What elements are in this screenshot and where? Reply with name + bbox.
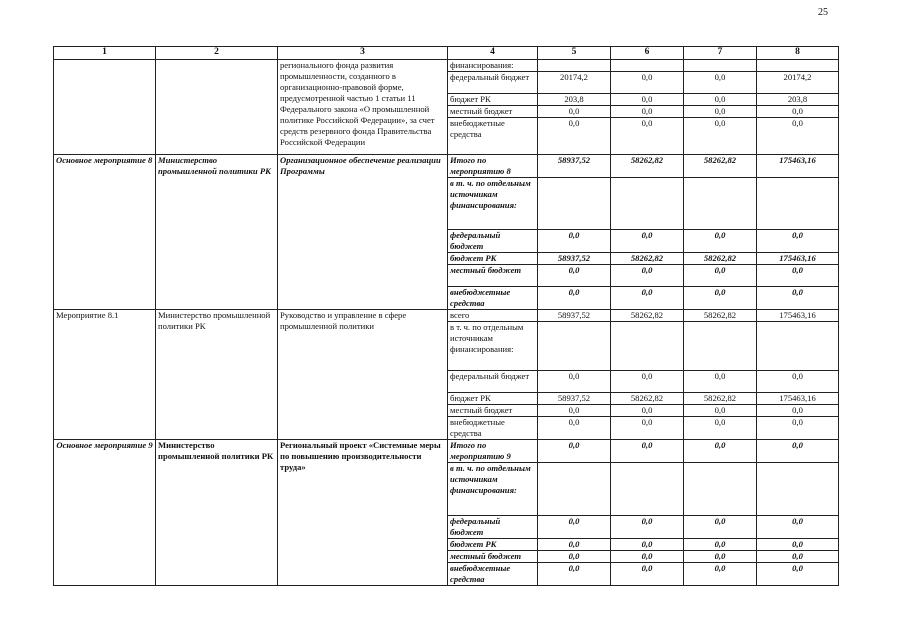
col-header: 8 bbox=[757, 47, 839, 60]
funding-source-cell: бюджет РК bbox=[448, 539, 538, 551]
amount-cell: 0,0 bbox=[757, 516, 839, 539]
amount-cell: 58937,52 bbox=[538, 253, 611, 265]
amount-cell bbox=[757, 463, 839, 516]
amount-cell: 175463,16 bbox=[757, 155, 839, 178]
amount-cell: 58937,52 bbox=[538, 310, 611, 322]
funding-source-cell: Итого по мероприятию 9 bbox=[448, 440, 538, 463]
funding-source-cell: местный бюджет bbox=[448, 551, 538, 563]
executor-cell: Министерство промышленной политики РК bbox=[156, 440, 278, 586]
amount-cell: 0,0 bbox=[611, 106, 684, 118]
description-cell: Руководство и управление в сфере промышленной политики bbox=[278, 310, 448, 440]
amount-cell: 0,0 bbox=[757, 417, 839, 440]
amount-cell: 58937,52 bbox=[538, 393, 611, 405]
amount-cell: 0,0 bbox=[611, 265, 684, 287]
funding-source-cell: в т. ч. по отдельным источникам финансирования: bbox=[448, 322, 538, 371]
amount-cell: 0,0 bbox=[538, 539, 611, 551]
amount-cell bbox=[611, 60, 684, 72]
amount-cell: 0,0 bbox=[684, 106, 757, 118]
amount-cell: 0,0 bbox=[538, 440, 611, 463]
amount-cell: 58937,52 bbox=[538, 155, 611, 178]
amount-cell: 0,0 bbox=[684, 230, 757, 253]
funding-source-cell: бюджет РК bbox=[448, 94, 538, 106]
event-name-cell: Основное мероприятие 9 bbox=[54, 440, 156, 586]
col-header: 1 bbox=[54, 47, 156, 60]
description-cell: Региональный проект «Системные меры по повышению производительности труда» bbox=[278, 440, 448, 586]
amount-cell: 0,0 bbox=[684, 551, 757, 563]
table-row bbox=[54, 310, 839, 322]
amount-cell bbox=[611, 322, 684, 371]
executor-cell: Министерство промышленной политики РК bbox=[156, 155, 278, 310]
description-cell: регионального фонда развития промышленности, созданного в организационно-правовой форме, предусмотренной частью 1 статьи 11 Федерального закона «О промышленной политике Российской Федерации», за счет средств резервного фонда Правительства Российской Федерации bbox=[278, 60, 448, 155]
amount-cell: 58262,82 bbox=[684, 155, 757, 178]
col-header: 2 bbox=[156, 47, 278, 60]
event-name-cell: Мероприятие 8.1 bbox=[54, 310, 156, 440]
amount-cell: 0,0 bbox=[684, 94, 757, 106]
event-name-cell: Основное мероприятие 8 bbox=[54, 155, 156, 310]
column-number-row bbox=[54, 47, 839, 60]
funding-source-cell: финансирования: bbox=[448, 60, 538, 72]
amount-cell: 0,0 bbox=[611, 118, 684, 155]
col-header: 4 bbox=[448, 47, 538, 60]
col-header: 3 bbox=[278, 47, 448, 60]
amount-cell bbox=[538, 60, 611, 72]
funding-source-cell: федеральный бюджет bbox=[448, 72, 538, 94]
amount-cell: 58262,82 bbox=[611, 310, 684, 322]
amount-cell: 0,0 bbox=[684, 539, 757, 551]
page-number: 25 bbox=[818, 7, 828, 18]
amount-cell: 0,0 bbox=[611, 539, 684, 551]
funding-source-cell: федеральный бюджет bbox=[448, 516, 538, 539]
amount-cell: 0,0 bbox=[611, 230, 684, 253]
amount-cell: 0,0 bbox=[538, 516, 611, 539]
funding-source-cell: местный бюджет bbox=[448, 106, 538, 118]
executor-cell bbox=[156, 60, 278, 155]
amount-cell: 0,0 bbox=[684, 516, 757, 539]
amount-cell: 175463,16 bbox=[757, 253, 839, 265]
col-header: 6 bbox=[611, 47, 684, 60]
amount-cell bbox=[611, 178, 684, 230]
table-row bbox=[54, 155, 839, 178]
amount-cell: 20174,2 bbox=[538, 72, 611, 94]
amount-cell: 0,0 bbox=[538, 405, 611, 417]
amount-cell: 0,0 bbox=[684, 440, 757, 463]
funding-source-cell: бюджет РК bbox=[448, 393, 538, 405]
amount-cell: 0,0 bbox=[538, 287, 611, 310]
col-header: 7 bbox=[684, 47, 757, 60]
table-row bbox=[54, 60, 839, 72]
amount-cell: 203,8 bbox=[757, 94, 839, 106]
amount-cell: 0,0 bbox=[757, 230, 839, 253]
amount-cell bbox=[757, 178, 839, 230]
amount-cell: 0,0 bbox=[684, 118, 757, 155]
amount-cell: 58262,82 bbox=[611, 253, 684, 265]
amount-cell: 0,0 bbox=[611, 287, 684, 310]
amount-cell: 0,0 bbox=[538, 106, 611, 118]
funding-source-cell: местный бюджет bbox=[448, 265, 538, 287]
amount-cell: 175463,16 bbox=[757, 393, 839, 405]
amount-cell: 58262,82 bbox=[684, 310, 757, 322]
amount-cell: 0,0 bbox=[611, 440, 684, 463]
amount-cell: 0,0 bbox=[538, 230, 611, 253]
funding-source-cell: внебюджетные средства bbox=[448, 417, 538, 440]
amount-cell: 0,0 bbox=[684, 417, 757, 440]
event-name-cell bbox=[54, 60, 156, 155]
amount-cell: 0,0 bbox=[684, 405, 757, 417]
amount-cell bbox=[538, 463, 611, 516]
table-row bbox=[54, 440, 839, 463]
amount-cell bbox=[684, 322, 757, 371]
funding-source-cell: внебюджетные средства bbox=[448, 287, 538, 310]
amount-cell: 0,0 bbox=[538, 371, 611, 393]
amount-cell bbox=[538, 178, 611, 230]
amount-cell: 0,0 bbox=[538, 563, 611, 586]
amount-cell: 0,0 bbox=[611, 72, 684, 94]
amount-cell: 0,0 bbox=[684, 287, 757, 310]
amount-cell: 0,0 bbox=[757, 440, 839, 463]
amount-cell bbox=[684, 60, 757, 72]
amount-cell: 0,0 bbox=[611, 417, 684, 440]
amount-cell bbox=[684, 178, 757, 230]
funding-source-cell: местный бюджет bbox=[448, 405, 538, 417]
amount-cell: 0,0 bbox=[611, 94, 684, 106]
amount-cell bbox=[757, 322, 839, 371]
amount-cell: 0,0 bbox=[611, 516, 684, 539]
amount-cell: 0,0 bbox=[684, 563, 757, 586]
funding-source-cell: федеральный бюджет bbox=[448, 230, 538, 253]
amount-cell: 58262,82 bbox=[611, 155, 684, 178]
funding-source-cell: внебюджетные средства bbox=[448, 118, 538, 155]
amount-cell: 0,0 bbox=[611, 563, 684, 586]
amount-cell: 0,0 bbox=[611, 551, 684, 563]
col-header: 5 bbox=[538, 47, 611, 60]
amount-cell: 0,0 bbox=[757, 265, 839, 287]
amount-cell: 0,0 bbox=[538, 551, 611, 563]
amount-cell: 0,0 bbox=[538, 265, 611, 287]
amount-cell: 203,8 bbox=[538, 94, 611, 106]
amount-cell bbox=[684, 463, 757, 516]
amount-cell: 58262,82 bbox=[684, 393, 757, 405]
amount-cell: 0,0 bbox=[757, 106, 839, 118]
amount-cell: 0,0 bbox=[684, 371, 757, 393]
funding-source-cell: внебюджетные средства bbox=[448, 563, 538, 586]
amount-cell bbox=[538, 322, 611, 371]
executor-cell: Министерство промышленной политики РК bbox=[156, 310, 278, 440]
amount-cell: 0,0 bbox=[611, 371, 684, 393]
amount-cell: 175463,16 bbox=[757, 310, 839, 322]
funding-source-cell: в т. ч. по отдельным источникам финансирования: bbox=[448, 178, 538, 230]
amount-cell: 58262,82 bbox=[684, 253, 757, 265]
amount-cell: 0,0 bbox=[538, 417, 611, 440]
description-cell: Организационное обеспечение реализации Программы bbox=[278, 155, 448, 310]
amount-cell: 0,0 bbox=[757, 551, 839, 563]
amount-cell: 0,0 bbox=[538, 118, 611, 155]
amount-cell: 20174,2 bbox=[757, 72, 839, 94]
amount-cell: 0,0 bbox=[757, 539, 839, 551]
amount-cell: 0,0 bbox=[684, 265, 757, 287]
amount-cell bbox=[611, 463, 684, 516]
amount-cell: 0,0 bbox=[684, 72, 757, 94]
amount-cell: 0,0 bbox=[757, 287, 839, 310]
funding-source-cell: Итого по мероприятию 8 bbox=[448, 155, 538, 178]
funding-source-cell: бюджет РК bbox=[448, 253, 538, 265]
amount-cell: 0,0 bbox=[757, 118, 839, 155]
funding-source-cell: федеральный бюджет bbox=[448, 371, 538, 393]
amount-cell: 0,0 bbox=[757, 371, 839, 393]
amount-cell: 0,0 bbox=[611, 405, 684, 417]
amount-cell: 0,0 bbox=[757, 563, 839, 586]
funding-source-cell: всего bbox=[448, 310, 538, 322]
financing-table bbox=[53, 46, 839, 586]
funding-source-cell: в т. ч. по отдельным источникам финансирования: bbox=[448, 463, 538, 516]
amount-cell: 0,0 bbox=[757, 405, 839, 417]
amount-cell: 58262,82 bbox=[611, 393, 684, 405]
amount-cell bbox=[757, 60, 839, 72]
